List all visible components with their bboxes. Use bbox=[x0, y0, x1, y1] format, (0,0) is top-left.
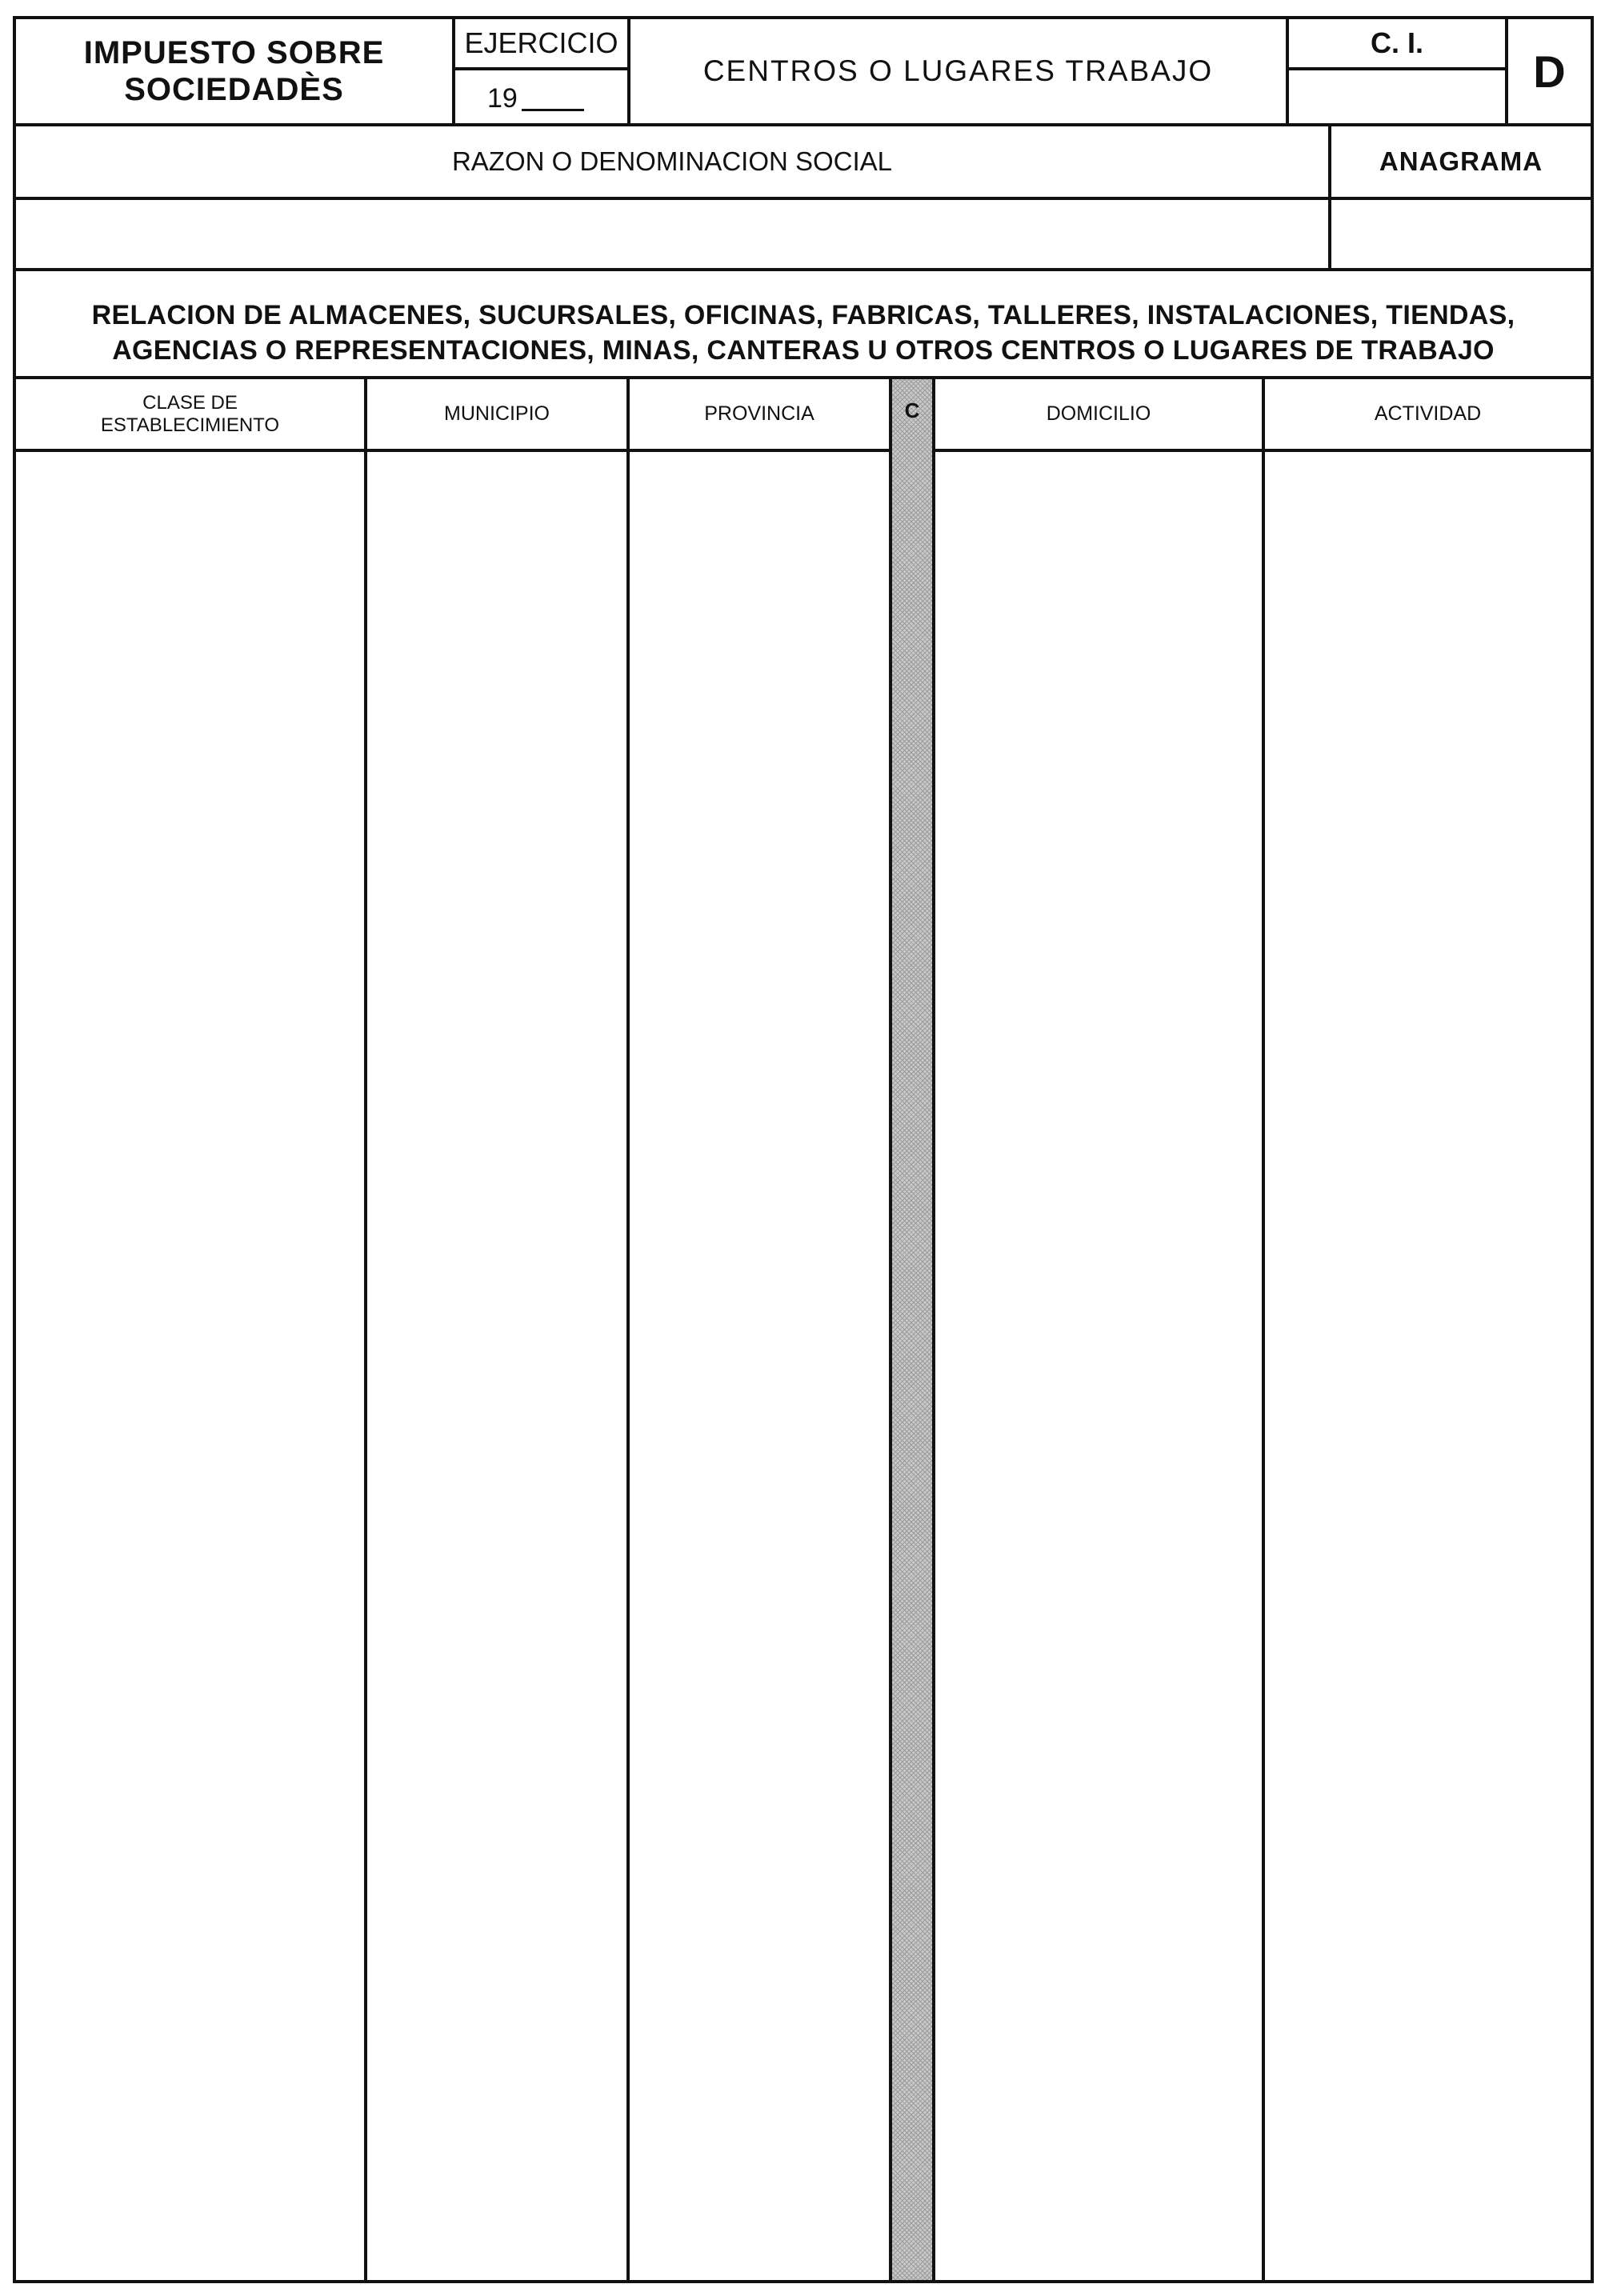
relation-line1: RELACION DE ALMACENES, SUCURSALES, OFICINAS, FABRICAS, TALLERES, INSTALACIONES, TIENDAS, bbox=[91, 300, 1515, 330]
col-header-municipio: MUNICIPIO bbox=[444, 402, 550, 425]
relation-line2: AGENCIAS O REPRESENTACIONES, MINAS, CANTERAS U OTROS CENTROS O LUGARES DE TRABAJO bbox=[112, 335, 1495, 366]
c-column-shade bbox=[891, 379, 932, 2280]
tax-title bbox=[16, 19, 452, 123]
col-header-clase bbox=[16, 379, 364, 449]
col-header-provincia: PROVINCIA bbox=[704, 402, 815, 425]
ejercicio-year-blank bbox=[522, 109, 584, 111]
razon-input[interactable] bbox=[16, 200, 1328, 268]
ejercicio-label: EJERCICIO bbox=[464, 26, 618, 59]
clase-column-entries[interactable] bbox=[16, 452, 364, 2280]
anagrama-label: ANAGRAMA bbox=[1379, 146, 1543, 176]
anagrama-input[interactable] bbox=[1331, 200, 1591, 268]
tax-title-line1: IMPUESTO SOBRE bbox=[83, 35, 385, 70]
razon-label: RAZON O DENOMINACION SOCIAL bbox=[451, 146, 893, 176]
col-header-actividad: ACTIVIDAD bbox=[1374, 402, 1482, 425]
ejercicio-year-prefix: 19 bbox=[487, 83, 518, 114]
divider bbox=[889, 378, 892, 2283]
ejercicio-year-field[interactable] bbox=[455, 70, 627, 123]
actividad-column-entries[interactable] bbox=[1265, 452, 1591, 2280]
col-header-clase-line1: CLASE DE bbox=[142, 391, 238, 414]
tax-title-line2: SOCIEDADÈS bbox=[124, 72, 344, 107]
divider bbox=[13, 268, 1594, 271]
municipio-column-entries[interactable] bbox=[367, 452, 626, 2280]
provincia-column-entries[interactable] bbox=[630, 452, 889, 2280]
form-letter: D bbox=[1533, 46, 1566, 97]
ci-label: C. I. bbox=[1370, 26, 1423, 59]
col-header-clase-line2: ESTABLECIMIENTO bbox=[100, 414, 280, 436]
relation-text bbox=[16, 298, 1591, 374]
col-header-domicilio: DOMICILIO bbox=[1046, 402, 1151, 425]
domicilio-column-entries[interactable] bbox=[935, 452, 1262, 2280]
ci-input[interactable] bbox=[1289, 70, 1505, 123]
form-title: CENTROS O LUGARES TRABAJO bbox=[702, 54, 1214, 87]
col-header-c: C bbox=[904, 398, 920, 422]
